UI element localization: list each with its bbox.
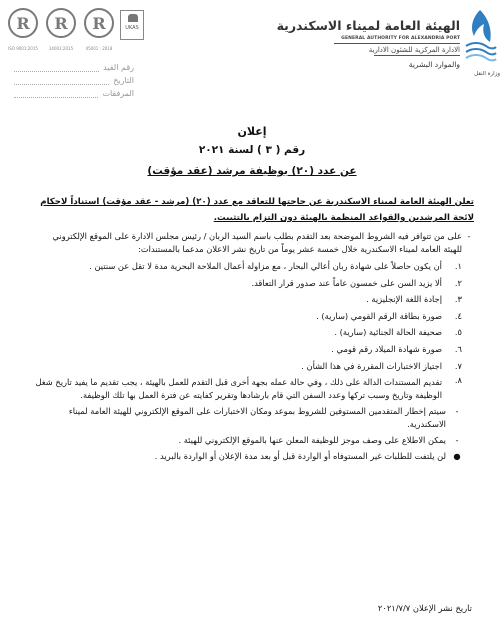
dash-bullet: - [467, 231, 471, 241]
requirement-item: ٥. صحيفة الحالة الجنائية (سارية) . [334, 327, 462, 338]
iso-certification-icon: R [84, 8, 114, 38]
requirement-item: ٧. اجتياز الاختبارات المقررة في هذا الشأن . [301, 360, 462, 371]
department-name: الادارة المركزية للشئون الادارية [368, 46, 460, 54]
port-authority-logo-icon [462, 6, 498, 66]
cert-code-3: 45001 : 2018 [85, 46, 113, 51]
requirement-item: ٦. صورة شهادة الميلاد رقم قومي . [331, 343, 462, 354]
ref-field-attachments: المرفقات [14, 87, 134, 100]
requirement-item: ٤. صورة بطاقة الرقم القومي (سارية) . [316, 310, 462, 321]
certification-logos [8, 8, 148, 64]
iso-certification-icon: R [46, 8, 76, 38]
note-item: - يمكن الاطلاع على وصف موجز للوظيفة المعلن عنها بالموقع الإلكتروني للهيئة . [178, 435, 459, 446]
requirement-item: ٢. ألا يزيد السن على خمسون عاماً عند صدور قرار التعاقد. [251, 277, 462, 288]
announcement-number: رقم ( ٣ ) لسنة ٢٠٢١ [198, 144, 306, 156]
reference-fields [14, 61, 134, 100]
note-item: ● لن يلتفت للطلبات غير المستوفاه أو الواردة قبل أو بعد مدة الإعلان أو الواردة بالبريد . [154, 451, 461, 462]
ref-field-number: رقم القيد [14, 61, 134, 74]
cert-code-1: ISO 9001:2015 [8, 46, 38, 51]
requirement-item: ١. أن يكون حاصلاً على شهادة ربان أعالي البحار ، مع مزاولة أعمال الملاحة البحرية مدة لا تقل عن سنتين . [89, 261, 462, 271]
application-paragraph: - على من تتوافر فيه الشروط الموضحة بعد التقدم بطلب باسم السيد الربان / رئيس مجلس الادارة على الموقع الإلكتروني للهيئة العامة لميناء الاسكندرية خلال خمسة عشر يوماً من تاريخ نشر الاعلان مدعما بالمستندات: [34, 230, 474, 256]
cert-code-2: 14001:2015 [48, 46, 74, 51]
header-divider [334, 43, 460, 44]
publish-date: تاريخ نشر الإعلان ٢٠٢١/٧/٧ [377, 603, 472, 613]
sub-department-name: والموارد البشرية [408, 60, 460, 69]
requirements-list [34, 258, 474, 402]
ministry-name: وزارة النقل [474, 71, 500, 77]
announcement-body [34, 194, 474, 463]
ref-field-date: التاريخ [14, 74, 134, 87]
note-item: - سيتم إخطار المتقدمين المستوفين للشروط بموعد ومكان الاختبارات على الموقع الإلكتروني للهيئة العامة لميناء الاسكندرية. [68, 406, 459, 430]
announcement-subject: عن عدد (٢٠) بوظيفة مرشد (عقد مؤقت) [147, 165, 357, 177]
announcement-title: إعلان [237, 125, 267, 138]
header-divider [374, 55, 460, 56]
org-name-english: GENERAL AUTHORITY FOR ALEXANDRIA PORT [341, 36, 460, 41]
iso-certification-icon: R [8, 8, 38, 38]
requirement-item: ٨. تقديم المستندات الدالة على ذلك ، وفي حالة عمله بجهة أخرى قبل التقدم للعمل بالهيئة ، يجب تقديم ما يفيد تاريخ شغل الوظيفة وتاريخ وسبب تركها وعدد السفن التي قام بارشادها وتقرير كفايته عن فترة العمل بها تلك الوظيفة. [35, 375, 462, 401]
requirement-item: ٣. إجادة اللغة الإنجليزية . [366, 294, 462, 305]
intro-paragraph: تعلن الهيئة العامة لميناء الاسكندرية عن حاجتها للتعاقد مع عدد (٢٠) (مرشد - عقد مؤقت) استناداً لاحكام لائحة المرشدين والقواعد المنظمة بالهيئة دون التزام بالتثبيت. [40, 197, 474, 223]
org-name-arabic: الهيئة العامة لميناء الاسكندرية [276, 18, 460, 33]
ukas-crown-icon: UKAS [120, 10, 144, 40]
